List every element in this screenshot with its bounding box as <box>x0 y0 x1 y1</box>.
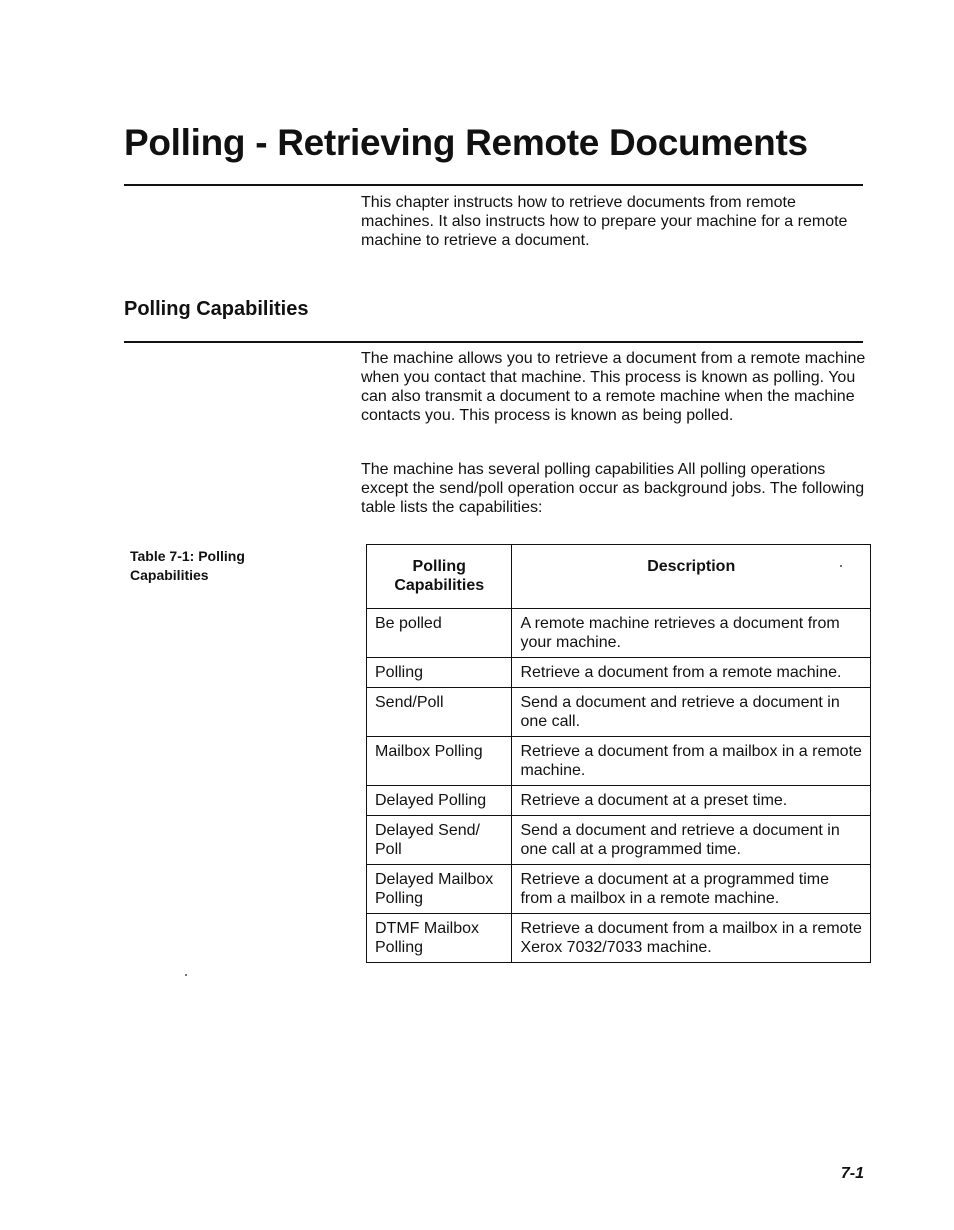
column-header: Polling Capabilities <box>367 545 512 609</box>
section-heading: Polling Capabilities <box>124 298 309 320</box>
capability-cell: Delayed Send/ Poll <box>367 816 512 865</box>
table-row <box>367 786 871 816</box>
capability-cell: Polling <box>367 658 512 688</box>
table-row <box>367 658 871 688</box>
table-row <box>367 737 871 786</box>
description-cell: Retrieve a document at a programmed time from a mailbox in a remote machine. <box>512 865 871 914</box>
description-cell: Retrieve a document from a mailbox in a remote Xerox 7032/7033 machine. <box>512 914 871 963</box>
capability-cell: Delayed Polling <box>367 786 512 816</box>
scan-speck <box>185 974 187 976</box>
column-header: Description <box>512 545 871 609</box>
page-title: Polling - Retrieving Remote Documents <box>124 122 808 163</box>
table-row <box>367 816 871 865</box>
table-row <box>367 609 871 658</box>
section-divider <box>124 341 863 343</box>
table-caption: Table 7-1: Polling Capabilities <box>130 548 245 583</box>
table-row <box>367 688 871 737</box>
capability-cell: Delayed Mailbox Polling <box>367 865 512 914</box>
scan-speck <box>840 565 842 567</box>
description-cell: A remote machine retrieves a document from your machine. <box>512 609 871 658</box>
description-cell: Retrieve a document at a preset time. <box>512 786 871 816</box>
description-cell: Send a document and retrieve a document in one call. <box>512 688 871 737</box>
capability-cell: Send/Poll <box>367 688 512 737</box>
capabilities-table <box>366 544 871 963</box>
table-row <box>367 865 871 914</box>
section-paragraph: The machine has several polling capabilities All polling operations except the send/poll operation occur as background jobs. The following table lists the capabilities: <box>361 461 865 516</box>
chapter-intro: This chapter instructs how to retrieve documents from remote machines. It also instructs how to prepare your machine for a remote machine to retrieve a document. <box>361 194 848 249</box>
capability-cell: DTMF Mailbox Polling <box>367 914 512 963</box>
page-number: 7-1 <box>840 1165 864 1182</box>
description-cell: Send a document and retrieve a document in one call at a programmed time. <box>512 816 871 865</box>
description-cell: Retrieve a document from a remote machine. <box>512 658 871 688</box>
table-header-row <box>367 545 871 609</box>
capability-cell: Be polled <box>367 609 512 658</box>
section-paragraph: The machine allows you to retrieve a document from a remote machine when you contact that machine. This process is known as polling. You can also transmit a document to a remote machine when the machine contacts you. This process is known as being polled. <box>361 350 866 424</box>
capability-cell: Mailbox Polling <box>367 737 512 786</box>
title-divider <box>124 184 863 186</box>
description-cell: Retrieve a document from a mailbox in a remote machine. <box>512 737 871 786</box>
table-row <box>367 914 871 963</box>
